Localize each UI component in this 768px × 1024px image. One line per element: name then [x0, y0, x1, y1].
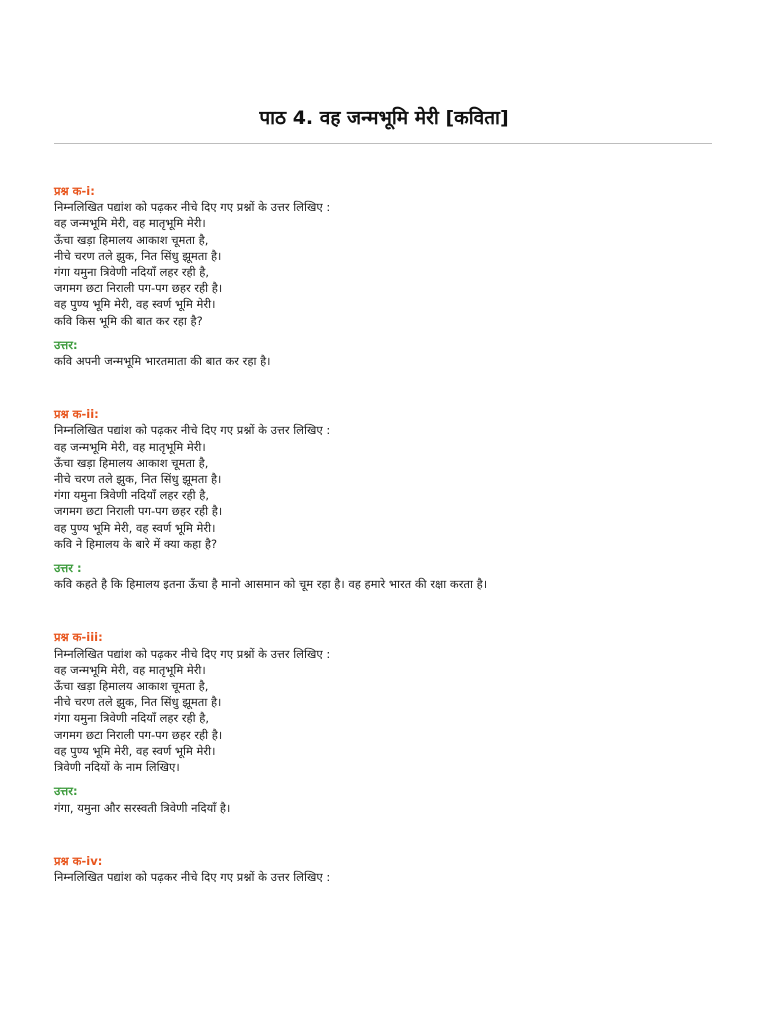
verse-line: ऊँचा खड़ा हिमालय आकाश चूमता है, [54, 455, 209, 470]
question-text: त्रिवेणी नदियों के नाम लिखिए। [54, 760, 180, 775]
title-divider [54, 143, 712, 144]
verse-line: वह जन्मभूमि मेरी, वह मातृभूमि मेरी। [54, 662, 206, 677]
verse-line: नीचे चरण तले झुक, नित सिंधु झूमता है। [54, 472, 222, 487]
verse-line: वह जन्मभूमि मेरी, वह मातृभूमि मेरी। [54, 216, 206, 231]
answer-label: उत्तर : [54, 561, 82, 576]
verse-line: गंगा यमुना त्रिवेणी नदियाँ लहर रही है, [54, 265, 210, 280]
page-title: पाठ 4. वह जन्मभूमि मेरी [कविता] [259, 107, 509, 129]
verse-line: जगमग छटा निराली पग-पग छहर रही है। [54, 281, 223, 296]
verse-line: ऊँचा खड़ा हिमालय आकाश चूमता है, [54, 679, 209, 694]
question-text: कवि किस भूमि की बात कर रहा है? [54, 313, 203, 328]
verse-line: वह पुण्य भूमि मेरी, वह स्वर्ण भूमि मेरी। [54, 743, 216, 758]
verse-line: वह पुण्य भूमि मेरी, वह स्वर्ण भूमि मेरी। [54, 520, 216, 535]
verse-line: जगमग छटा निराली पग-पग छहर रही है। [54, 504, 223, 519]
answer-text: कवि कहते है कि हिमालय इतना ऊँचा है मानो आसमान को चूम रहा है। वह हमारे भारत की रक्षा करता है। [54, 577, 488, 592]
verse-line: जगमग छटा निराली पग-पग छहर रही है। [54, 727, 223, 742]
verse-line: वह जन्मभूमि मेरी, वह मातृभूमि मेरी। [54, 439, 206, 454]
question-instruction: निम्नलिखित पद्यांश को पढ़कर नीचे दिए गए प्रश्नों के उत्तर लिखिए : [54, 423, 331, 438]
question-instruction: निम्नलिखित पद्यांश को पढ़कर नीचे दिए गए प्रश्नों के उत्तर लिखिए : [54, 869, 331, 884]
question-block-3 [54, 629, 734, 815]
verse-line: वह पुण्य भूमि मेरी, वह स्वर्ण भूमि मेरी। [54, 297, 216, 312]
answer-label: उत्तर: [54, 784, 78, 799]
question-list [54, 183, 734, 922]
verse-line: गंगा यमुना त्रिवेणी नदियाँ लहर रही है, [54, 488, 210, 503]
question-text: कवि ने हिमालय के बारे में क्या कहा है? [54, 536, 218, 551]
question-block-1 [54, 183, 734, 369]
verse-line: नीचे चरण तले झुक, नित सिंधु झूमता है। [54, 248, 222, 263]
verse-line: गंगा यमुना त्रिवेणी नदियाँ लहर रही है, [54, 711, 210, 726]
verse-line: नीचे चरण तले झुक, नित सिंधु झूमता है। [54, 695, 222, 710]
question-label: प्रश्न क-i: [54, 184, 95, 198]
question-instruction: निम्नलिखित पद्यांश को पढ़कर नीचे दिए गए प्रश्नों के उत्तर लिखिए : [54, 200, 331, 215]
question-label: प्रश्न क-iv: [54, 853, 103, 868]
question-instruction: निम्नलिखित पद्यांश को पढ़कर नीचे दिए गए प्रश्नों के उत्तर लिखिए : [54, 646, 331, 661]
question-label: प्रश्न क-iii: [54, 630, 103, 645]
answer-text: गंगा, यमुना और सरस्वती त्रिवेणी नदियाँ है। [54, 800, 231, 815]
answer-label: उत्तर: [54, 337, 78, 352]
question-block-2 [54, 406, 734, 592]
verse-line: ऊँचा खड़ा हिमालय आकाश चूमता है, [54, 232, 209, 247]
question-block-4 [54, 853, 734, 885]
question-label: प्रश्न क-ii: [54, 407, 99, 422]
answer-text: कवि अपनी जन्मभूमि भारतमाता की बात कर रहा है। [54, 354, 271, 369]
